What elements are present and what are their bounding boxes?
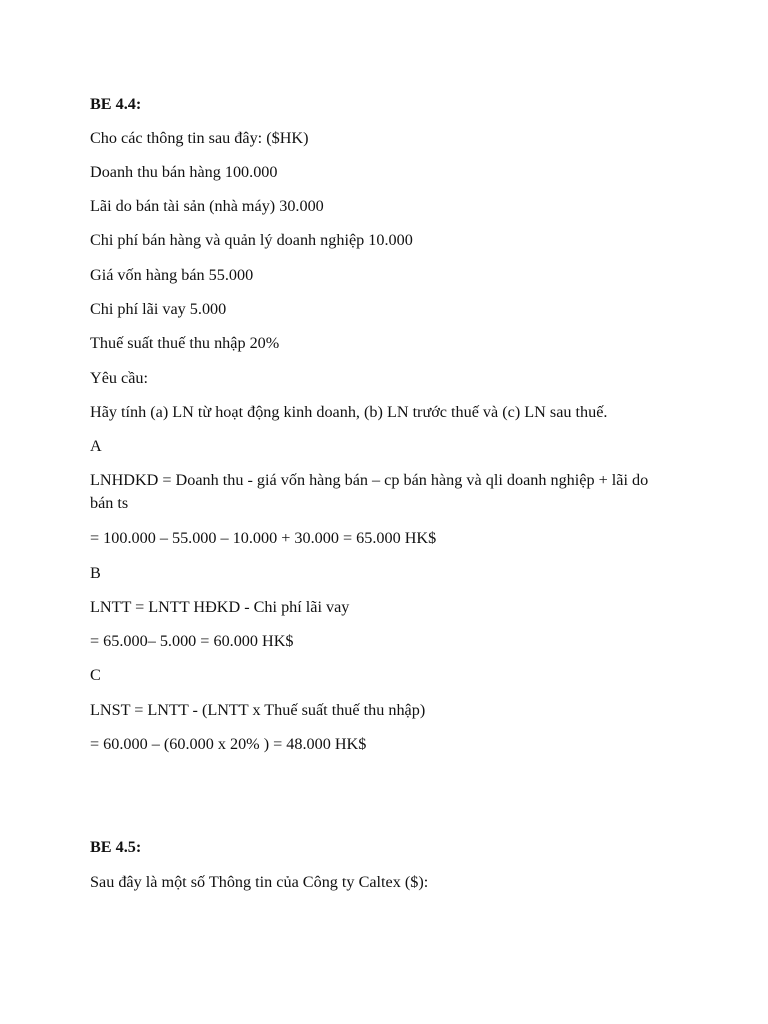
- requirement-text: Hãy tính (a) LN từ hoạt động kinh doanh, (b) LN trước thuế và (c) LN sau thuế.: [90, 403, 608, 421]
- info-item-interest-expense: Chi phí lãi vay 5.000: [90, 300, 227, 318]
- section-intro-be-4-5: Sau đây là một số Thông tin của Công ty Caltex ($):: [90, 873, 429, 891]
- part-c-calculation: = 60.000 – (60.000 x 20% ) = 48.000 HK$: [90, 735, 367, 753]
- part-a-formula: LNHDKD = Doanh thu - giá vốn hàng bán – cp bán hàng và qli doanh nghiệp + lãi do bán ts: [90, 471, 649, 512]
- section-intro: Cho các thông tin sau đây: ($HK): [90, 129, 309, 147]
- section-title-be-4-5: BE 4.5:: [90, 838, 142, 856]
- requirement-label: Yêu cầu:: [90, 369, 148, 387]
- part-a-label: A: [90, 437, 102, 455]
- info-item-revenue: Doanh thu bán hàng 100.000: [90, 163, 278, 181]
- part-c-label: C: [90, 666, 101, 684]
- section-title-be-4-4: BE 4.4:: [90, 95, 142, 113]
- info-item-cost-of-goods-sold: Giá vốn hàng bán 55.000: [90, 266, 254, 284]
- info-item-tax-rate: Thuế suất thuế thu nhập 20%: [90, 334, 280, 352]
- info-item-selling-admin-expense: Chi phí bán hàng và quản lý doanh nghiệp 10.000: [90, 231, 413, 249]
- part-a-calculation: = 100.000 – 55.000 – 10.000 + 30.000 = 65.000 HK$: [90, 529, 437, 547]
- info-item-asset-gain: Lãi do bán tài sản (nhà máy) 30.000: [90, 197, 324, 215]
- part-b-formula: LNTT = LNTT HĐKD - Chi phí lãi vay: [90, 598, 350, 616]
- part-b-calculation: = 65.000– 5.000 = 60.000 HK$: [90, 632, 294, 650]
- part-c-formula: LNST = LNTT - (LNTT x Thuế suất thuế thu nhập): [90, 701, 426, 719]
- part-b-label: B: [90, 564, 101, 582]
